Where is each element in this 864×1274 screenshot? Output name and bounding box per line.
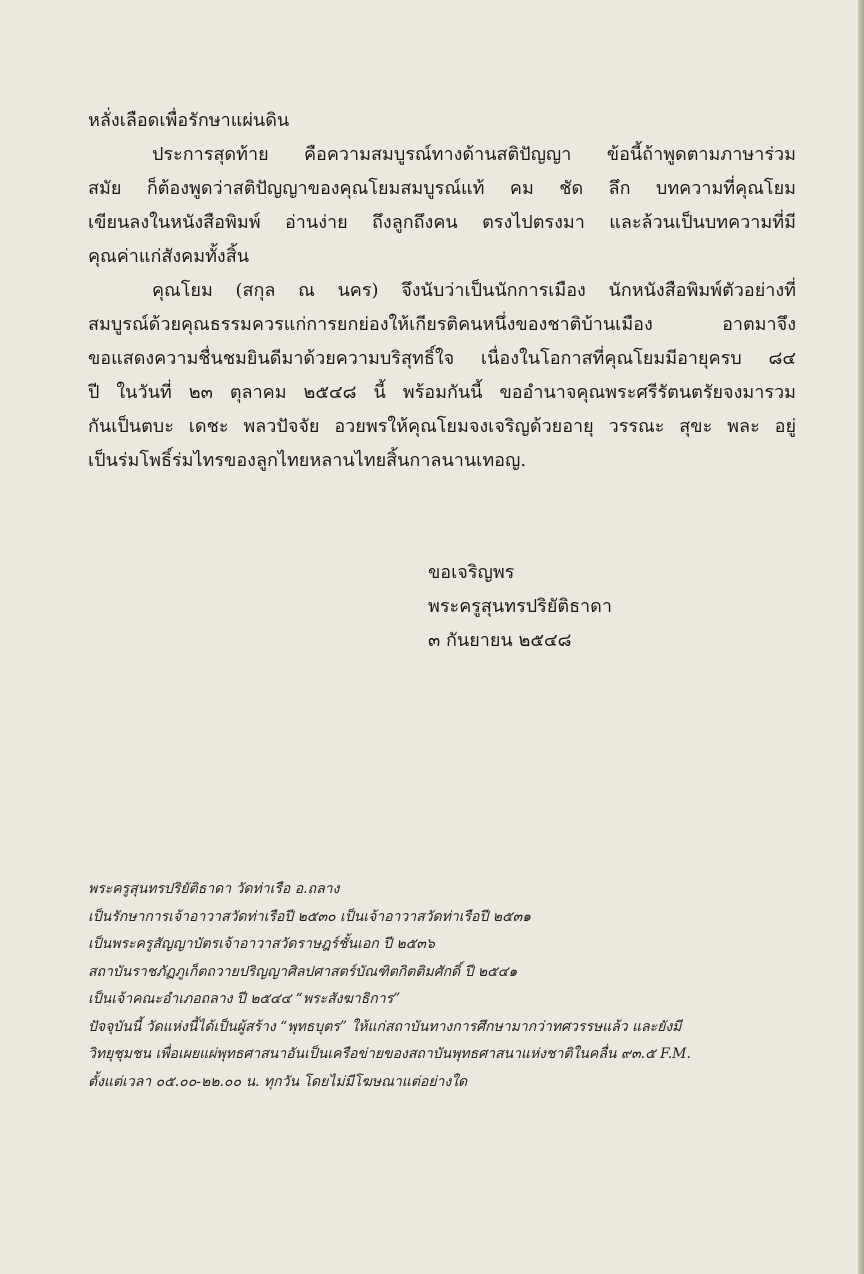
signature-name: พระครูสุนทรปริยัติธาดา bbox=[428, 596, 612, 617]
body-line-4: เขียนลงในหนังสือพิมพ์ อ่านง่าย ถึงลูกถึงคน ตรงไปตรงมา และล้วนเป็นบทความที่มี bbox=[88, 212, 796, 233]
body-line-10: กันเป็นตบะ เดชะ พลวปัจจัย อวยพรให้คุณโยมจงเจริญด้วยอายุ วรรณะ สุขะ พละ อยู่ bbox=[88, 416, 796, 437]
footnote-line-3: เป็นพระครูสัญญาบัตรเจ้าอาวาสวัดราษฎร์ชั้นเอก ปี ๒๕๓๖ bbox=[88, 936, 435, 952]
body-line-6: คุณโยม (สกุล ณ นคร) จึงนับว่าเป็นนักการเมือง นักหนังสือพิมพ์ตัวอย่างที่ bbox=[152, 280, 796, 301]
footnote-line-5: เป็นเจ้าคณะอำเภอถลาง ปี ๒๕๔๔ “พระสังฆาธิการ” bbox=[88, 991, 401, 1007]
footnote-line-7: วิทยุชุมชน เพื่อเผยแผ่พุทธศาสนาอันเป็นเครือข่ายของสถาบันพุทธศาสนาแห่งชาติในคลื่น ๙๓.๕ F.M. bbox=[88, 1046, 691, 1062]
footnote-line-8: ตั้งแต่เวลา ๐๕.๐๐-๒๒.๐๐ น. ทุกวัน โดยไม่มีโฆษณาแต่อย่างใด bbox=[88, 1073, 468, 1090]
footnote-line-6: ปัจจุบันนี้ วัดแห่งนี้ได้เป็นผู้สร้าง “พุทธบุตร” ให้แก่สถาบันทางการศึกษามากว่าทศวรรษแล้ว และยังมี bbox=[88, 1018, 682, 1035]
page-edge-shadow bbox=[858, 0, 864, 1274]
body-line-5: คุณค่าแก่สังคมทั้งสิ้น bbox=[88, 246, 250, 267]
body-line-11: เป็นร่มโพธิ์ร่มไทรของลูกไทยหลานไทยสิ้นกาลนานเทอญ. bbox=[88, 450, 527, 471]
body-line-8: ขอแสดงความชื่นชมยินดีมาด้วยความบริสุทธิ์ใจ เนื่องในโอกาสที่คุณโยมมีอายุครบ ๘๔ bbox=[88, 348, 796, 369]
body-line-1: หลั่งเลือดเพื่อรักษาแผ่นดิน bbox=[88, 110, 290, 131]
signature-block bbox=[428, 556, 768, 658]
body-line-2: ประการสุดท้าย คือความสมบูรณ์ทางด้านสติปัญญา ข้อนี้ถ้าพูดตามภาษาร่วม bbox=[152, 144, 796, 165]
body-line-7: สมบูรณ์ด้วยคุณธรรมควรแก่การยกย่องให้เกียรติคนหนึ่งของชาติบ้านเมือง อาตมาจึง bbox=[88, 314, 796, 335]
body-line-9: ปี ในวันที่ ๒๓ ตุลาคม ๒๕๔๘ นี้ พร้อมกันนี้ ขออำนาจคุณพระศรีรัตนตรัยจงมารวม bbox=[88, 382, 796, 403]
letter-body bbox=[88, 104, 796, 478]
author-biography bbox=[88, 876, 794, 1096]
footnote-line-2: เป็นรักษาการเจ้าอาวาสวัดท่าเรือปี ๒๕๓๐ เป็นเจ้าอาวาสวัดท่าเรือปี ๒๕๓๑ bbox=[88, 908, 532, 925]
body-line-3: สมัย ก็ต้องพูดว่าสติปัญญาของคุณโยมสมบูรณ์แท้ คม ชัด ลึก บทความที่คุณโยม bbox=[88, 178, 796, 199]
footnote-line-1: พระครูสุนทรปริยัติธาดา วัดท่าเรือ อ.ถลาง bbox=[88, 881, 340, 897]
footnote-line-4: สถาบันราชภัฏภูเก็ตถวายปริญญาศิลปศาสตร์บัณฑิตกิตติมศักดิ์ ปี ๒๕๔๑ bbox=[88, 963, 518, 980]
signature-date: ๓ กันยายน ๒๕๔๘ bbox=[428, 630, 572, 651]
signature-closing: ขอเจริญพร bbox=[428, 562, 515, 583]
